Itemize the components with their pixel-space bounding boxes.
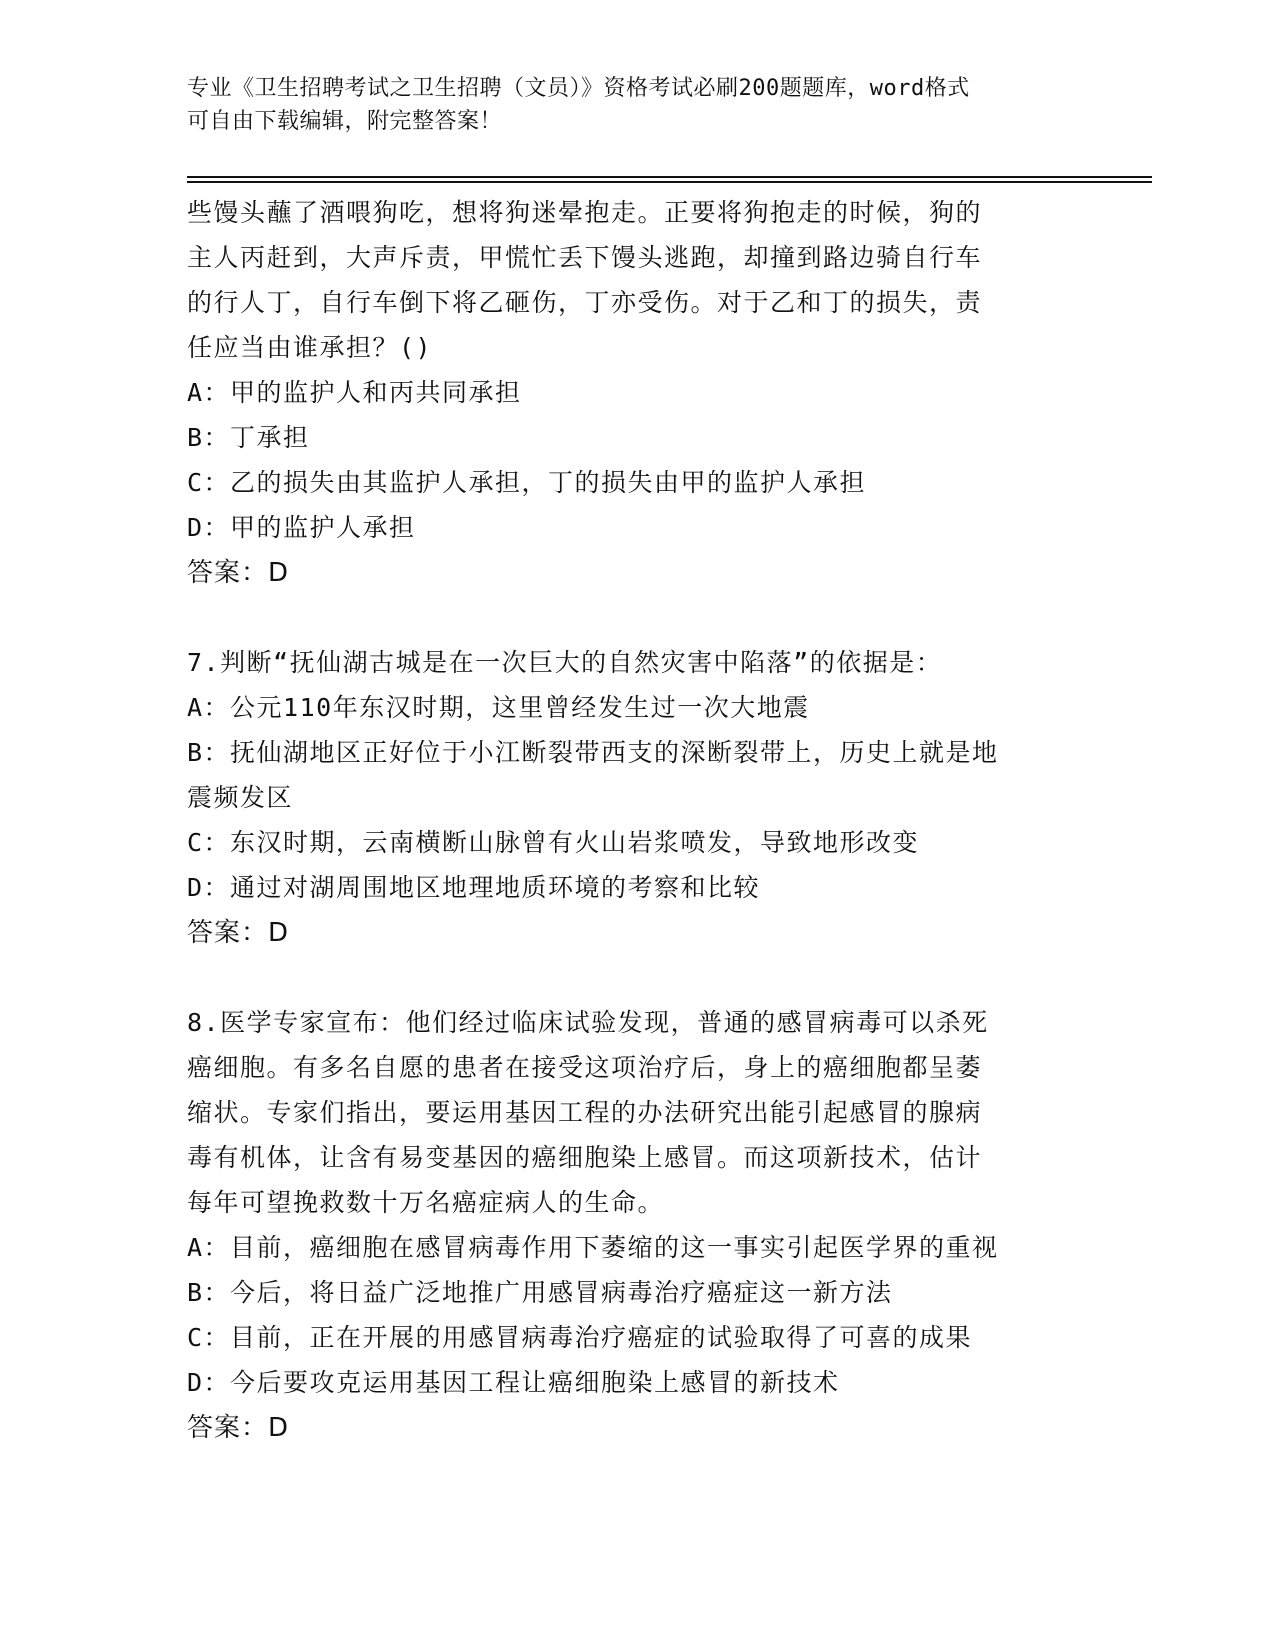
- header-title-line-1: 专业《卫生招聘考试之卫生招聘（文员）》资格考试必刷200题题库，word格式: [187, 76, 970, 101]
- question-spacer: [187, 596, 1107, 640]
- header-divider-top: [187, 176, 1152, 178]
- option-b: B：丁承担: [187, 423, 310, 452]
- question-stem-line: 些馒头蘸了酒喂狗吃，想将狗迷晕抱走。正要将狗抱走的时候，狗的: [187, 198, 983, 227]
- question-8: [187, 1000, 1107, 1451]
- question-stem-line: 7.判断“抚仙湖古城是在一次巨大的自然灾害中陷落”的依据是：: [187, 648, 943, 677]
- question-stem-line: 8.医学专家宣布：他们经过临床试验发现，普通的感冒病毒可以杀死: [187, 1008, 989, 1037]
- question-stem-line: 每年可望挽救数十万名癌症病人的生命。: [187, 1188, 665, 1217]
- answer-line: 答案：D: [187, 1413, 290, 1443]
- question-stem-line: 的行人丁，自行车倒下将乙砸伤，丁亦受伤。对于乙和丁的损失，责: [187, 288, 983, 317]
- option-c: C：目前，正在开展的用感冒病毒治疗癌症的试验取得了可喜的成果: [187, 1323, 973, 1352]
- option-c: C：东汉时期，云南横断山脉曾有火山岩浆喷发，导致地形改变: [187, 828, 920, 857]
- option-d: D：今后要攻克运用基因工程让癌细胞染上感冒的新技术: [187, 1368, 840, 1397]
- question-spacer: [187, 956, 1107, 1000]
- option-d: D：甲的监护人承担: [187, 513, 416, 542]
- header-divider-bottom: [187, 181, 1152, 183]
- answer-line: 答案：D: [187, 558, 290, 588]
- option-a: A：目前，癌细胞在感冒病毒作用下萎缩的这一事实引起医学界的重视: [187, 1233, 999, 1262]
- option-a: A：甲的监护人和丙共同承担: [187, 378, 522, 407]
- question-7: [187, 640, 1107, 956]
- option-b: B：今后，将日益广泛地推广用感冒病毒治疗癌症这一新方法: [187, 1278, 893, 1307]
- option-c: C：乙的损失由其监护人承担，丁的损失由甲的监护人承担: [187, 468, 867, 497]
- question-stem-line: 缩状。专家们指出，要运用基因工程的办法研究出能引起感冒的腺病: [187, 1098, 983, 1127]
- question-stem-line: 任应当由谁承担？(): [187, 333, 433, 362]
- question-content: [187, 190, 1107, 1451]
- question-stem-line: 毒有机体，让含有易变基因的癌细胞染上感冒。而这项新技术，估计: [187, 1143, 983, 1172]
- header-title-line-2: 可自由下载编辑，附完整答案！: [187, 109, 503, 134]
- option-b: B：抚仙湖地区正好位于小江断裂带西支的深断裂带上，历史上就是地: [187, 738, 999, 767]
- option-d: D：通过对湖周围地区地理地质环境的考察和比较: [187, 873, 761, 902]
- question-stem-line: 主人丙赶到，大声斥责，甲慌忙丢下馒头逃跑，却撞到路边骑自行车: [187, 243, 983, 272]
- page-header: [187, 72, 1087, 138]
- answer-line: 答案：D: [187, 918, 290, 948]
- question-stem-line: 癌细胞。有多名自愿的患者在接受这项治疗后，身上的癌细胞都呈萎: [187, 1053, 983, 1082]
- question-6: [187, 190, 1107, 596]
- option-a: A：公元110年东汉时期，这里曾经发生过一次大地震: [187, 693, 810, 722]
- option-b-continued: 震频发区: [187, 783, 294, 812]
